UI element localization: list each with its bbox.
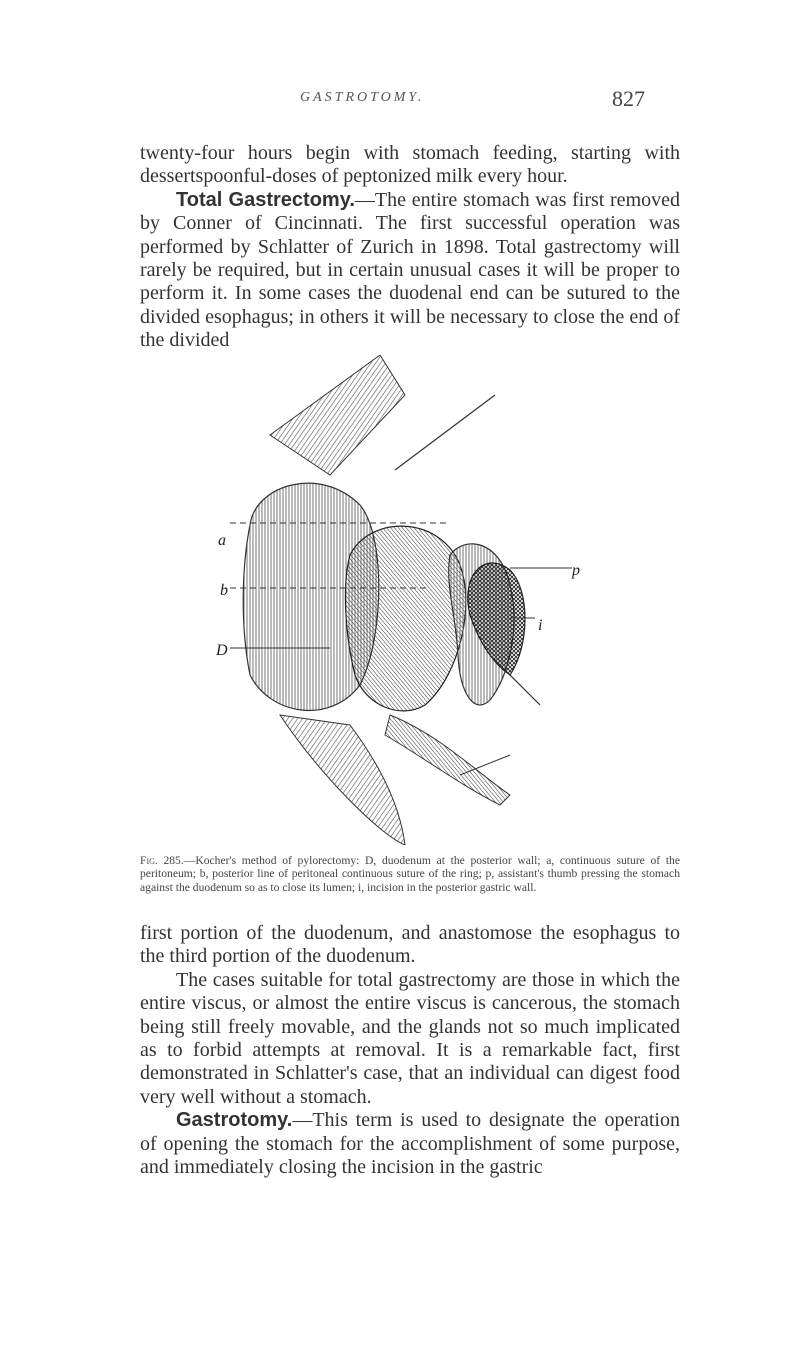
total-gastrectomy-text: —The entire stomach was first removed by Conner of Cincinnati. The first successful operation was performed by Schlatter of Zurich in 1898. Total gastrectomy will rarely be required, but in certain unusual cases it will be proper to perform it. In some cases the duodenal end can be sutured to the divided esophagus; in others it will be necessary to close the end of the divided [140, 188, 680, 352]
paragraph-gastrotomy [140, 1109, 680, 1179]
heading-gastrotomy: Gastrotomy. [176, 1109, 293, 1132]
paragraph-continuation: first portion of the duodenum, and anastomose the esophagus to the third portion of the duodenum. [140, 922, 680, 968]
figure-285 [210, 355, 590, 845]
top-text [140, 142, 680, 353]
paragraph-total-gastrectomy [140, 189, 680, 353]
running-title: GASTROTOMY. [300, 90, 425, 105]
label-a: a [218, 532, 226, 549]
paragraph-suitable-cases: The cases suitable for total gastrectomy are those in which the entire viscus, or almost the entire viscus is cancerous, the stomach being still freely movable, and the glands not so much implicated as to forbid attempts at removal. It is a remarkable fact, first demonstrated in Schlatter's case, that an individual can digest food very well without a stomach. [140, 968, 680, 1108]
bottom-text [140, 922, 680, 1179]
paragraph-stomach-feeding: twenty-four hours begin with stomach feeding, starting with dessertspoonful-doses of peptonized milk every hour. [140, 142, 680, 188]
duodenum [345, 526, 465, 711]
caption-text: —Kocher's method of pylorectomy: D, duodenum at the posterior wall; a, continuous suture of the peritoneum; b, posterior line of peritoneal continuous suture of the ring; p, assistant's thumb pressing the stomach against the duodenum so as to close its lumen; i, incision in the posterior gastric wall. [140, 854, 680, 894]
figure-caption [140, 854, 680, 894]
gastrotomy-text: —This term is used to designate the operation of opening the stomach for the accomplishment of some purpose, and immediately closing the incision in the gastric [140, 1109, 680, 1179]
lower-tissue [385, 715, 510, 805]
label-D: D [216, 642, 228, 659]
page-number: 827 [612, 86, 645, 111]
label-b: b [220, 582, 228, 599]
heading-total-gastrectomy: Total Gastrectomy. [176, 188, 355, 211]
upper-clamp [270, 355, 405, 475]
figure-number: Fig. 285. [140, 854, 184, 867]
upper-line [395, 395, 495, 470]
label-i: i [538, 617, 543, 634]
label-p: p [572, 562, 580, 579]
page-header [0, 86, 800, 116]
pylorectomy-illustration [210, 355, 590, 845]
